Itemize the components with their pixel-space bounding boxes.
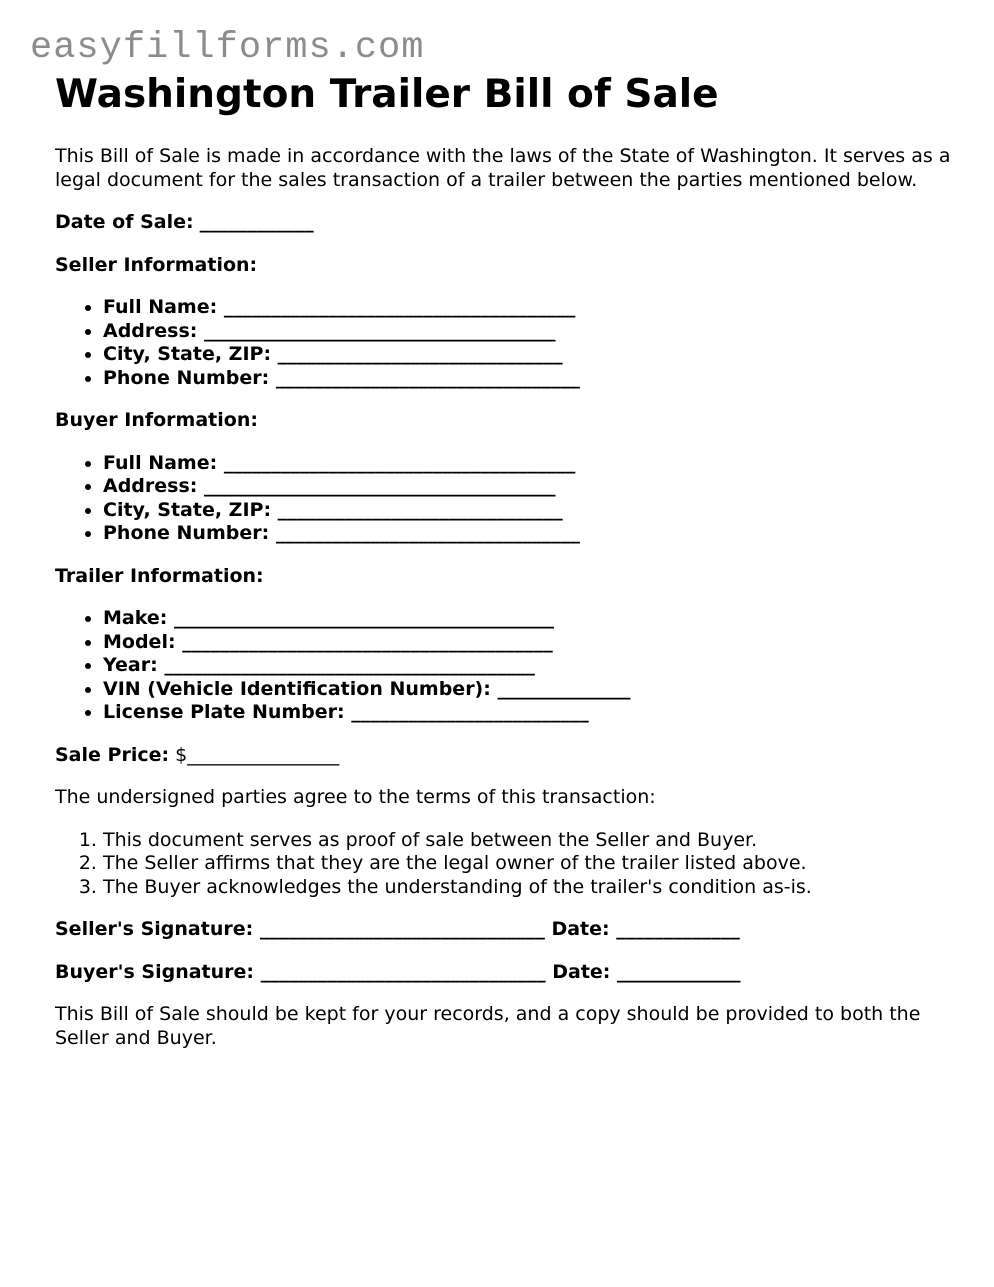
terms-list	[55, 829, 955, 900]
trailer-year	[103, 654, 955, 678]
field-label: Address:	[103, 319, 198, 342]
field-blank[interactable]: _______________________________________	[164, 654, 535, 676]
trailer-make	[103, 607, 955, 631]
trailer-license-plate	[103, 701, 955, 725]
field-blank[interactable]: ______________	[497, 677, 631, 700]
field-label: Address:	[103, 475, 198, 497]
trailer-vin	[103, 678, 955, 702]
trailer-model	[103, 631, 955, 655]
field-label: City, State, ZIP:	[103, 498, 272, 521]
field-blank[interactable]: ________________________________	[275, 366, 580, 389]
seller-phone-number	[103, 367, 955, 391]
field-blank[interactable]: ________________________________________	[173, 607, 554, 629]
buyer-signature-label: Buyer's Signature:	[55, 960, 254, 983]
document-title: Washington Trailer Bill of Sale	[55, 72, 719, 117]
field-blank[interactable]: _________________________	[351, 701, 589, 723]
buyer-heading: Buyer Information:	[55, 409, 258, 431]
term-item: 2. The Seller affirms that they are the legal owner of the trailer listed above.	[103, 852, 955, 876]
buyer-full-name	[103, 452, 955, 476]
field-label: Model:	[103, 630, 176, 653]
document-page	[55, 70, 955, 1069]
field-label: Full Name:	[103, 451, 218, 474]
seller-full-name	[103, 296, 955, 320]
seller-date-label: Date:	[551, 918, 610, 940]
buyer-signature-blank[interactable]: ______________________________	[260, 960, 546, 983]
field-blank[interactable]: ________________________________	[275, 522, 580, 544]
buyer-address	[103, 475, 955, 499]
field-label: Full Name:	[103, 296, 218, 318]
buyer-field-list	[55, 452, 955, 546]
trailer-field-list	[55, 607, 955, 725]
watermark: easyfillforms.com	[30, 27, 425, 69]
field-blank[interactable]: ______________________________	[277, 498, 563, 521]
date-of-sale-label: Date of Sale:	[55, 211, 194, 233]
seller-signature-blank[interactable]: ______________________________	[259, 918, 545, 940]
agreement-intro: The undersigned parties agree to the terms of this transaction:	[55, 786, 656, 808]
seller-date-blank[interactable]: _____________	[616, 918, 740, 940]
seller-field-list	[55, 296, 955, 390]
buyer-date-label: Date:	[552, 960, 611, 983]
field-blank[interactable]: ______________________________	[277, 343, 563, 365]
term-item: 3. The Buyer acknowledges the understanding of the trailer's condition as-is.	[103, 876, 955, 900]
term-item: 1. This document serves as proof of sale between the Seller and Buyer.	[103, 829, 955, 853]
sale-price	[55, 744, 955, 768]
field-label: Year:	[103, 654, 158, 676]
date-of-sale	[55, 211, 955, 235]
field-label: City, State, ZIP:	[103, 343, 272, 365]
field-label: Phone Number:	[103, 366, 270, 389]
sale-price-label: Sale Price:	[55, 743, 170, 766]
buyer-signature-line	[55, 961, 955, 985]
field-blank[interactable]: _____________________________________	[223, 296, 576, 318]
seller-signature-line	[55, 918, 955, 942]
field-label: License Plate Number:	[103, 701, 345, 723]
field-blank[interactable]: _____________________________________	[204, 475, 556, 497]
field-label: Make:	[103, 607, 168, 629]
seller-heading: Seller Information:	[55, 253, 258, 276]
date-of-sale-blank[interactable]: ____________	[199, 211, 314, 233]
closing-paragraph: This Bill of Sale should be kept for your records, and a copy should be provided to both the Seller and Buyer.	[55, 1003, 921, 1049]
intro-paragraph: This Bill of Sale is made in accordance with the laws of the State of Washington. It serves as a legal document for the sales transaction of a trailer between the parties mentioned below.	[55, 145, 951, 191]
seller-city-state-zip	[103, 343, 955, 367]
buyer-phone-number	[103, 522, 955, 546]
field-blank[interactable]: _____________________________________	[223, 451, 576, 474]
sale-price-blank[interactable]: $________________	[175, 743, 340, 766]
trailer-heading: Trailer Information:	[55, 564, 264, 587]
field-label: Phone Number:	[103, 522, 270, 544]
field-blank[interactable]: _______________________________________	[182, 630, 553, 653]
buyer-city-state-zip	[103, 499, 955, 523]
field-blank[interactable]: _____________________________________	[204, 319, 556, 342]
buyer-date-blank[interactable]: _____________	[617, 960, 741, 983]
field-label: VIN (Vehicle Identification Number):	[103, 677, 491, 700]
seller-signature-label: Seller's Signature:	[55, 918, 254, 940]
seller-address	[103, 320, 955, 344]
